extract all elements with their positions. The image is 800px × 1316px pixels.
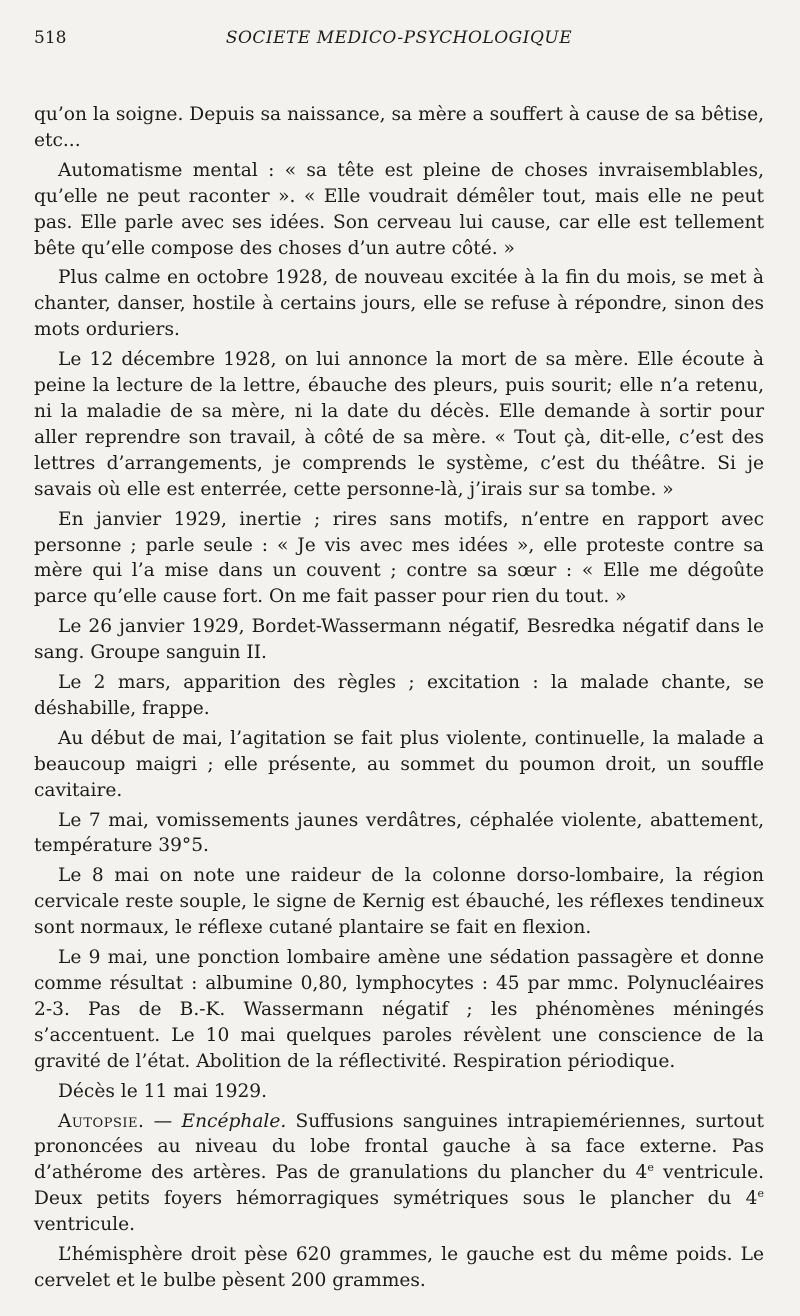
paragraph: Le 26 janvier 1929, Bordet-Wassermann négatif, Besredka négatif dans le sang. Groupe sanguin II.	[34, 616, 764, 664]
paragraph: Le 2 mars, apparition des règles ; excitation : la malade chante, se déshabille, frappe.	[34, 672, 764, 719]
paragraph: Décès le 11 mai 1929.	[58, 1080, 268, 1102]
autopsy-text-c: ventricule.	[34, 1214, 136, 1236]
autopsy-dash: —	[153, 1110, 173, 1132]
paragraph: En janvier 1929, inertie ; rires sans motifs, n’entre en rapport avec personne ; parle seule : « Je vis avec mes idées », elle proteste contre sa mère qui l’a mise dans un couvent ; contre sa sœur : « Elle me dégoûte parce qu’elle cause fort. On me fait passer pour rien du tout. »	[34, 508, 764, 608]
paragraph: Le 7 mai, vomissements jaunes verdâtres, céphalée violente, abattement, température 39°5.	[34, 809, 764, 857]
page-header	[34, 28, 764, 58]
paragraph: Automatisme mental : « sa tête est pleine de choses invraisemblables, qu’elle ne peut raconter ». « Elle voudrait démêler tout, mais elle ne peut pas. Elle parle avec ses idées. Son cerveau lui cause, car elle est tellement bête qu’elle compose des choses d’un autre côté. »	[34, 159, 764, 259]
page-number: 518	[34, 28, 67, 48]
paragraph: Le 8 mai on note une raideur de la colonne dorso-lombaire, la région cervicale reste souple, le signe de Kernig est ébauché, les réflexes tendineux sont normaux, le réflexe cutané plantaire se fait en flexion.	[34, 865, 764, 939]
paragraph: qu’on la soigne. Depuis sa naissance, sa mère a souffert à cause de sa bêtise, etc...	[34, 104, 764, 151]
paragraph: Plus calme en octobre 1928, de nouveau excitée à la fin du mois, se met à chanter, danser, hostile à certains jours, elle se refuse à répondre, sinon des mots orduriers.	[34, 267, 764, 341]
autopsy-subject: Encéphale.	[181, 1110, 287, 1132]
autopsy-label: Autopsie.	[58, 1110, 145, 1132]
superscript: e	[757, 1187, 764, 1201]
paragraph: L’hémisphère droit pèse 620 grammes, le gauche est du même poids. Le cervelet et le bulbe pèsent 200 grammes.	[34, 1244, 764, 1291]
paragraph: Le 12 décembre 1928, on lui annonce la mort de sa mère. Elle écoute à peine la lecture de la lettre, ébauche des pleurs, puis sourit; elle n’a retenu, ni la maladie de sa mère, ni la date du décès. Elle demande à sortir pour aller reprendre son travail, à côté de sa mère. « Tout çà, dit-elle, c’est des lettres d’arrangements, je comprends le système, c’est du théâtre. Si je savais où elle est enterrée, cette personne-là, j’irais sur sa tombe. »	[34, 349, 764, 500]
superscript: e	[647, 1161, 654, 1175]
autopsy-paragraph	[34, 1109, 764, 1239]
autopsy-text-b: ventricule. Deux petits foyers hémorragiques symétriques sous le plancher du 4	[34, 1162, 764, 1210]
running-title: SOCIETE MEDICO-PSYCHOLOGIQUE	[225, 28, 573, 48]
autopsy-text-a: Suffusions sanguines intrapiemériennes, surtout prononcées au niveau du lobe frontal gauche à sa face externe. Pas d’athérome des artères. Pas de granulations du plancher du 4	[34, 1110, 764, 1184]
paragraph: Au début de mai, l’agitation se fait plus violente, continuelle, la malade a beaucoup maigri ; elle présente, au sommet du poumon droit, un souffle cavitaire.	[34, 727, 764, 801]
paragraph: Le 9 mai, une ponction lombaire amène une sédation passagère et donne comme résultat : albumine 0,80, lymphocytes : 45 par mmc. Polynucléaires 2-3. Pas de B.-K. Wassermann négatif ; les phénomènes méningés s’accentuent. Le 10 mai quelques paroles révèlent une conscience de la gravité de l’état. Abolition de la réflectivité. Respiration périodique.	[34, 947, 764, 1072]
body-text	[34, 102, 764, 1294]
